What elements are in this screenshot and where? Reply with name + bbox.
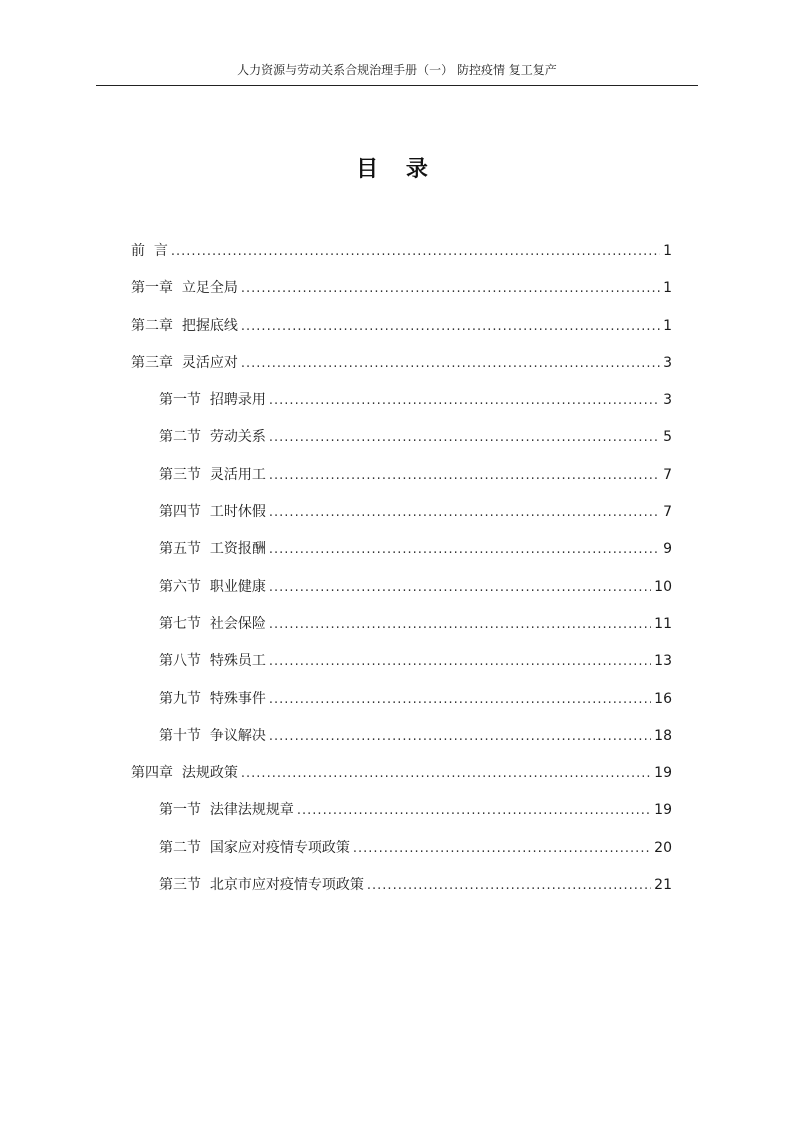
toc-entry-label: 第二章 把握底线	[131, 317, 238, 334]
toc-dot-leader	[269, 540, 660, 560]
toc-entry-section[interactable]	[131, 390, 672, 427]
toc-entry-page: 16	[654, 690, 672, 707]
toc-dot-leader	[269, 503, 660, 523]
toc-dot-leader	[367, 876, 651, 896]
toc-entry-section[interactable]	[131, 689, 672, 726]
toc-entry-chapter-2[interactable]	[131, 316, 672, 353]
toc-entry-label: 第二节 国家应对疫情专项政策	[159, 839, 350, 856]
toc-entry-page: 5	[663, 429, 672, 446]
toc-entry-label: 第一章 立足全局	[131, 280, 238, 297]
toc-entry-section[interactable]	[131, 875, 672, 912]
toc-dot-leader	[241, 764, 651, 784]
toc-entry-label: 第二节 劳动关系	[159, 429, 266, 446]
toc-entry-page: 20	[654, 839, 672, 856]
toc-entry-chapter-4[interactable]	[131, 763, 672, 800]
header-rule	[96, 85, 698, 86]
toc-entry-label: 第四章 法规政策	[131, 765, 238, 782]
toc-entry-section[interactable]	[131, 651, 672, 688]
toc-entry-page: 21	[654, 877, 672, 894]
toc-entry-page: 1	[663, 317, 672, 334]
toc-entry-page: 9	[663, 541, 672, 558]
toc-dot-leader	[269, 727, 651, 747]
toc-entry-chapter-3[interactable]	[131, 353, 672, 390]
toc-entry-page: 11	[654, 615, 672, 632]
toc-entry-label: 第三章 灵活应对	[131, 354, 238, 371]
toc-entry-page: 1	[663, 280, 672, 297]
toc-dot-leader	[297, 801, 651, 821]
toc-entry-page: 19	[654, 765, 672, 782]
toc-dot-leader	[171, 242, 660, 262]
toc-entry-label: 第三节 北京市应对疫情专项政策	[159, 877, 364, 894]
toc-entry-section[interactable]	[131, 726, 672, 763]
toc-entry-section[interactable]	[131, 465, 672, 502]
toc-entry-label: 第七节 社会保险	[159, 615, 266, 632]
toc-entry-page: 7	[663, 466, 672, 483]
toc-dot-leader	[269, 690, 651, 710]
toc-entry-page: 1	[663, 243, 672, 259]
toc-dot-leader	[269, 578, 651, 598]
toc-entry-section[interactable]	[131, 800, 672, 837]
toc-dot-leader	[269, 466, 660, 486]
toc-entry-chapter-1[interactable]	[131, 278, 672, 315]
toc-entry-section[interactable]	[131, 427, 672, 464]
table-of-contents	[131, 241, 672, 912]
toc-entry-label: 第四节 工时休假	[159, 504, 266, 521]
toc-dot-leader	[241, 317, 660, 337]
toc-dot-leader	[269, 391, 660, 411]
toc-entry-page: 13	[654, 653, 672, 670]
toc-entry-page: 3	[663, 354, 672, 371]
toc-entry-label: 第一节 法律法规规章	[159, 802, 294, 819]
toc-entry-preface[interactable]	[131, 241, 672, 278]
toc-dot-leader	[269, 428, 660, 448]
toc-entry-section[interactable]	[131, 539, 672, 576]
toc-dot-leader	[241, 354, 660, 374]
toc-dot-leader	[269, 615, 651, 635]
toc-entry-label: 第五节 工资报酬	[159, 541, 266, 558]
running-header: 人力资源与劳动关系合规治理手册（一） 防控疫情 复工复产	[237, 63, 557, 77]
toc-dot-leader	[241, 279, 660, 299]
toc-entry-page: 18	[654, 727, 672, 744]
toc-dot-leader	[269, 652, 651, 672]
toc-entry-label: 第九节 特殊事件	[159, 690, 266, 707]
toc-title: 目 录	[356, 156, 438, 182]
toc-entry-page: 10	[654, 578, 672, 595]
toc-entry-section[interactable]	[131, 577, 672, 614]
toc-entry-page: 3	[663, 392, 672, 409]
toc-entry-section[interactable]	[131, 838, 672, 875]
toc-entry-label: 第八节 特殊员工	[159, 653, 266, 670]
toc-entry-label: 第十节 争议解决	[159, 727, 266, 744]
toc-entry-page: 19	[654, 802, 672, 819]
toc-dot-leader	[353, 839, 651, 859]
toc-entry-page: 7	[663, 504, 672, 521]
toc-entry-section[interactable]	[131, 502, 672, 539]
toc-entry-label: 第六节 职业健康	[159, 578, 266, 595]
toc-entry-label: 前 言	[131, 243, 168, 259]
toc-entry-label: 第一节 招聘录用	[159, 392, 266, 409]
toc-entry-section[interactable]	[131, 614, 672, 651]
toc-entry-label: 第三节 灵活用工	[159, 466, 266, 483]
